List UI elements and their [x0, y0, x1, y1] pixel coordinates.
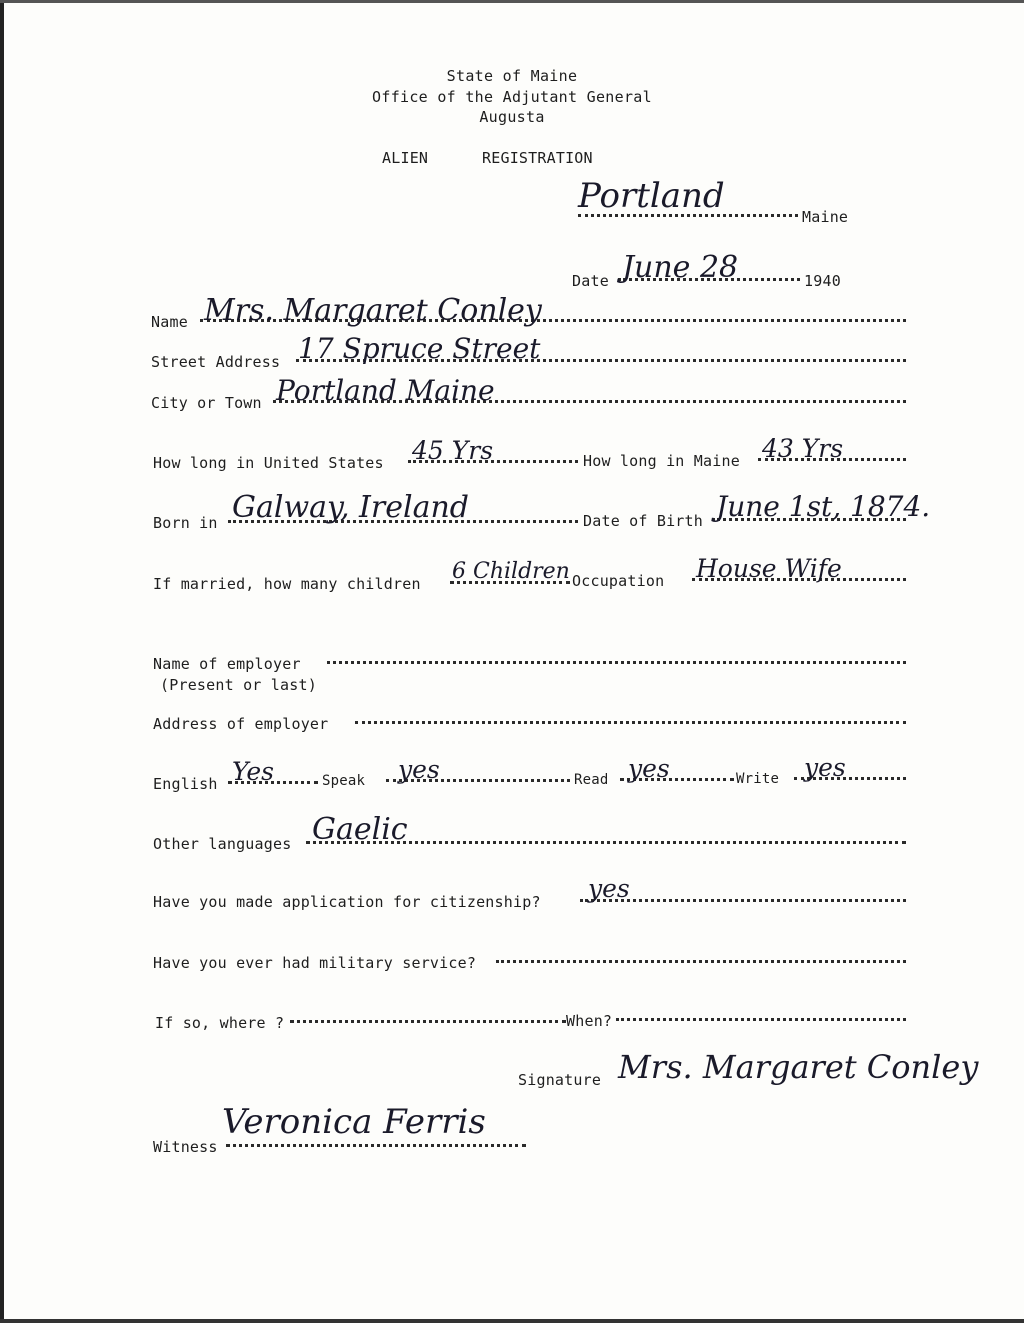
born-label: Born in [153, 514, 218, 532]
write-label: Write [736, 771, 780, 787]
place-value: Portland [578, 176, 725, 216]
place-suffix: Maine [802, 208, 849, 226]
maine-label: How long in Maine [583, 452, 740, 470]
when-line [616, 1018, 906, 1021]
citizenship-label: Have you made application for citizenship? [153, 893, 541, 911]
employer-address-label: Address of employer [153, 715, 329, 733]
witness-label: Witness [153, 1138, 218, 1156]
title-alien: ALIEN [382, 149, 429, 167]
military-label: Have you ever had military service? [153, 954, 477, 972]
english-label: English [153, 775, 218, 793]
read-value: yes [628, 754, 670, 783]
city-label: City or Town [151, 394, 262, 412]
name-label: Name [151, 313, 188, 331]
employer-line [327, 661, 906, 664]
year: 1940 [804, 272, 841, 290]
header-state: State of Maine [446, 67, 578, 85]
write-value: yes [804, 753, 846, 782]
military-line [496, 960, 906, 963]
occupation-value: House Wife [696, 554, 842, 583]
header-city: Augusta [479, 108, 545, 126]
employer-address-line [355, 721, 906, 724]
scan-edge-bottom [0, 1319, 1024, 1323]
maine-value: 43 Yrs [762, 434, 844, 463]
date-label: Date [572, 272, 609, 290]
occupation-label: Occupation [572, 572, 665, 590]
employer-sublabel: (Present or last) [160, 676, 317, 694]
read-label: Read [574, 772, 609, 788]
other-languages-label: Other languages [153, 835, 292, 853]
us-label: How long in United States [153, 454, 384, 472]
date-value: June 28 [622, 250, 739, 285]
dob-label: Date of Birth [583, 512, 703, 530]
signature-label: Signature [518, 1071, 602, 1089]
witness-line [226, 1144, 526, 1147]
witness-value: Veronica Ferris [222, 1102, 486, 1142]
street-label: Street Address [151, 353, 281, 371]
other-languages-value: Gaelic [312, 812, 408, 847]
where-label: If so, where ? [155, 1014, 285, 1032]
signature-value: Mrs. Margaret Conley [618, 1048, 979, 1086]
speak-label: Speak [322, 773, 366, 789]
name-value: Mrs. Margaret Conley [204, 293, 542, 328]
children-value: 6 Children [452, 559, 570, 584]
scan-edge-left [0, 0, 4, 1323]
where-line [290, 1020, 566, 1023]
citizenship-value: yes [588, 874, 630, 903]
city-value: Portland Maine [276, 374, 495, 407]
children-label: If married, how many children [153, 575, 421, 593]
title-registration: REGISTRATION [482, 149, 593, 167]
employer-label: Name of employer [153, 655, 301, 673]
english-value: Yes [232, 757, 274, 786]
header-office: Office of the Adjutant General [372, 88, 652, 106]
dob-value: June 1st, 1874. [716, 490, 931, 523]
born-value: Galway, Ireland [232, 490, 469, 525]
scan-edge-top [0, 0, 1024, 3]
street-value: 17 Spruce Street [298, 332, 541, 365]
us-value: 45 Yrs [412, 436, 494, 465]
speak-value: yes [398, 755, 440, 784]
when-label: When? [566, 1012, 613, 1030]
